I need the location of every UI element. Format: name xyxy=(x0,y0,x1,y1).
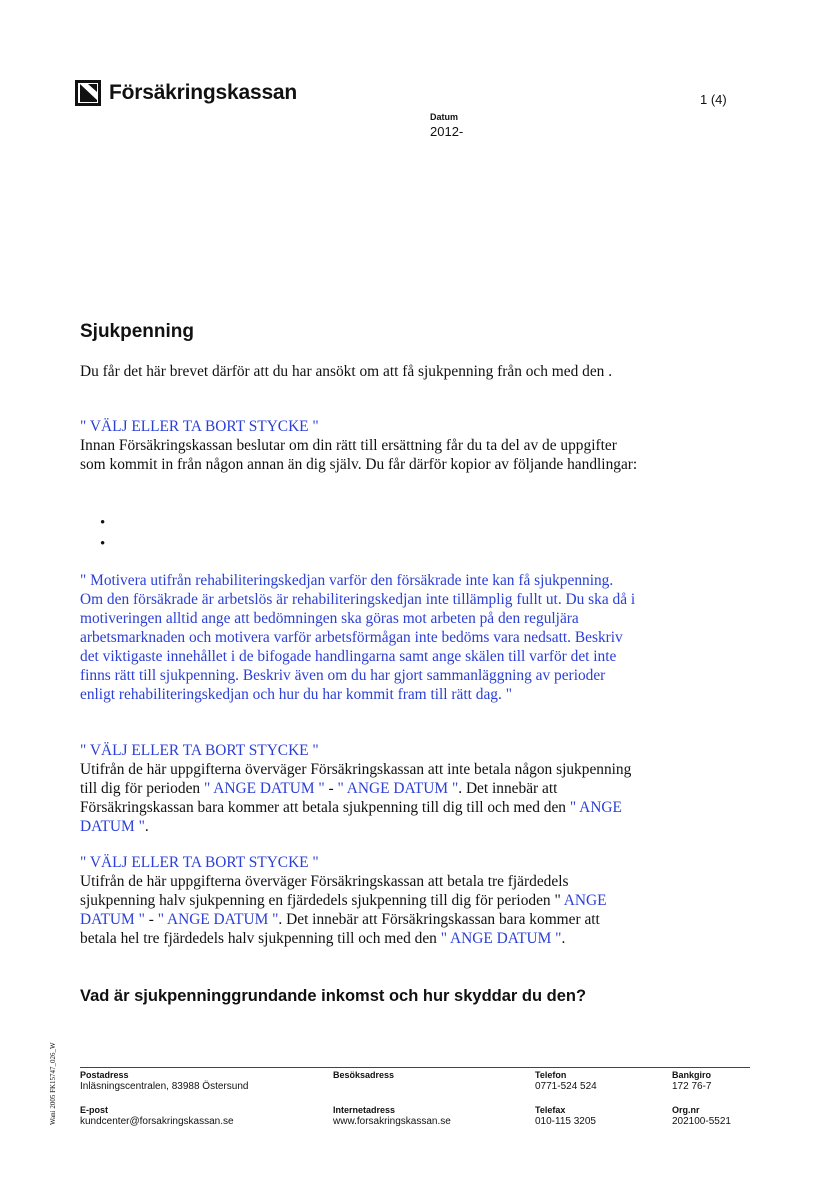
footer-besoksadress-label: Besöksadress xyxy=(333,1070,395,1080)
block3-placeholder: " VÄLJ ELLER TA BORT STYCKE " xyxy=(80,854,319,871)
footer-internet-label: Internetadress xyxy=(333,1105,396,1115)
footer-internet-value: www.forsakringskassan.se xyxy=(333,1116,451,1127)
footer-orgnr-label: Org.nr xyxy=(672,1105,700,1115)
page-title: Sjukpenning xyxy=(80,321,194,342)
footer-bankgiro-value: 172 76-7 xyxy=(672,1081,712,1092)
block2-text-1: Utifrån de här uppgifterna överväger Försäkringskassan att inte betala någon sjukpenning till dig för perioden xyxy=(80,761,632,797)
block3-paragraph xyxy=(80,872,640,948)
date-label: Datum xyxy=(430,112,459,122)
logo-text: Försäkringskassan xyxy=(109,81,298,104)
date-placeholder: " ANGE DATUM " xyxy=(203,780,325,797)
date-placeholder: " ANGE DATUM " xyxy=(337,780,459,797)
form-code: Wani 2005 FK15747_026_W xyxy=(49,1042,57,1125)
footer-divider xyxy=(80,1067,750,1068)
block3-text-1: Utifrån de här uppgifterna överväger Försäkringskassan att betala tre fjärdedels sjukpenning halv sjukpenning en fjärdedels sjukpenning till dig för perioden " xyxy=(80,873,569,909)
date-placeholder: " ANGE DATUM " xyxy=(440,930,562,947)
footer-telefon-value: 0771-524 524 xyxy=(535,1081,597,1092)
intro-paragraph: Du får det här brevet därför att du har ansökt om att få sjukpenning från och med den . xyxy=(80,363,613,380)
block2-text-2: . Det innebär att Försäkringskassan bara kommer att betala sjukpenning till dig till och med den xyxy=(80,780,570,816)
footer-telefax-label: Telefax xyxy=(535,1105,566,1115)
footer-bankgiro-label: Bankgiro xyxy=(672,1070,712,1080)
page-number: 1 (4) xyxy=(700,92,727,107)
block2-text-3: . xyxy=(144,818,149,835)
motivera-instruction: " Motivera utifrån rehabiliteringskedjan varför den försäkrade inte kan få sjukpenning. Om den försäkrade är arbetslös är rehabiliteringskedjan inte tillämplig fullt ut. Du ska då i motiveringen alltid ange att bedömningen ska göras mot arbeten på den reguljära arbetsmarknaden och motivera varför arbetsförmågan inte bedöms vara nedsatt. Beskriv det viktigaste innehållet i de bifogade handlingarna samt ange skälen till varför det inte finns rätt till sjukpenning. Beskriv även om du har gjort sammanläggning av perioder enligt rehabiliteringskedjan och hur du har kommit fram till rätt dag. " xyxy=(80,572,636,703)
date-placeholder: ANGE DATUM " xyxy=(80,892,607,928)
list-item xyxy=(100,513,105,534)
date-separator: - xyxy=(324,780,338,797)
footer-telefon-label: Telefon xyxy=(535,1070,567,1080)
footer-epost-label: E-post xyxy=(80,1105,108,1115)
section-heading: Vad är sjukpenninggrundande inkomst och hur skyddar du den? xyxy=(80,987,587,1005)
date-placeholder: " ANGE DATUM " xyxy=(80,799,622,835)
footer-postadress-value: Inläsningscentralen, 83988 Östersund xyxy=(80,1081,249,1092)
date-placeholder: " ANGE DATUM " xyxy=(157,911,279,928)
footer-postadress-label: Postadress xyxy=(80,1070,129,1080)
date-separator: - xyxy=(144,911,158,928)
logo xyxy=(75,80,297,106)
footer-telefax-value: 010-115 3205 xyxy=(535,1116,596,1127)
list-item xyxy=(100,534,105,555)
block1-paragraph: Innan Försäkringskassan beslutar om din rätt till ersättning får du ta del av de uppgifter som kommit in från någon annan än dig själv. Du får därför kopior av följande handlingar: xyxy=(80,437,638,473)
forsakringskassan-logo-icon xyxy=(75,80,101,106)
date-value: 2012- xyxy=(430,124,464,139)
block2-paragraph xyxy=(80,760,640,836)
footer-orgnr-value: 202100-5521 xyxy=(672,1116,731,1127)
block3-text-2: . Det innebär att Försäkringskassan bara kommer att betala hel tre fjärdedels halv sjukpenning till och med den xyxy=(80,911,600,947)
block1-placeholder: " VÄLJ ELLER TA BORT STYCKE " xyxy=(80,418,319,435)
block2-placeholder: " VÄLJ ELLER TA BORT STYCKE " xyxy=(80,742,319,759)
attachment-list xyxy=(100,513,105,555)
block3-text-3: . xyxy=(561,930,566,947)
footer-epost-value: kundcenter@forsakringskassan.se xyxy=(80,1116,234,1127)
